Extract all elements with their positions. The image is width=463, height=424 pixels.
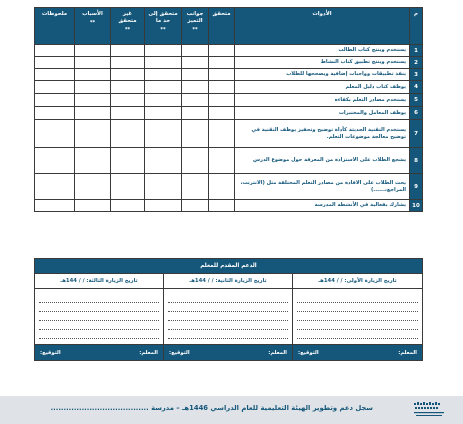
header-tools: الأدوات bbox=[235, 8, 410, 45]
excellence-cell[interactable] bbox=[182, 148, 209, 174]
tool-text: ينفذ تطبيقات وواجبات إضافية ويصححها للطلاب bbox=[235, 69, 410, 81]
excellence-cell[interactable] bbox=[182, 94, 209, 107]
tool-text: يستخدم وينتج كتاب الطالب bbox=[235, 45, 410, 57]
tools-table-body bbox=[35, 45, 423, 212]
achieved-cell[interactable] bbox=[209, 69, 235, 81]
not-achieved-cell[interactable] bbox=[111, 174, 145, 200]
reasons-cell[interactable] bbox=[75, 69, 111, 81]
tool-text: يشجع الطلاب على الاستزادة من المعرفة حول موضوع الدرس bbox=[235, 148, 410, 174]
tool-row bbox=[35, 174, 423, 200]
row-number: 9 bbox=[410, 174, 423, 200]
partially-achieved-cell[interactable] bbox=[145, 94, 182, 107]
not-achieved-cell[interactable] bbox=[111, 45, 145, 57]
row-number: 4 bbox=[410, 81, 423, 94]
achieved-cell[interactable] bbox=[209, 94, 235, 107]
tool-row bbox=[35, 148, 423, 174]
row-number: 8 bbox=[410, 148, 423, 174]
tool-text: يشارك بفعالية في الأنشطة المدرسة bbox=[235, 200, 410, 212]
reasons-cell[interactable] bbox=[75, 120, 111, 148]
partially-achieved-cell[interactable] bbox=[145, 148, 182, 174]
signature-label: التوقيع: bbox=[40, 349, 61, 356]
achieved-cell[interactable] bbox=[209, 200, 235, 212]
partially-achieved-cell[interactable] bbox=[145, 69, 182, 81]
row-number: 5 bbox=[410, 94, 423, 107]
excellence-cell[interactable] bbox=[182, 200, 209, 212]
tools-table bbox=[34, 7, 423, 212]
tool-row bbox=[35, 107, 423, 120]
notes-cell[interactable] bbox=[35, 200, 75, 212]
row-number: 7 bbox=[410, 120, 423, 148]
notes-cell[interactable] bbox=[35, 148, 75, 174]
achieved-cell[interactable] bbox=[209, 120, 235, 148]
not-achieved-cell[interactable] bbox=[111, 69, 145, 81]
visit-1-notes[interactable] bbox=[293, 289, 423, 345]
partially-achieved-cell[interactable] bbox=[145, 120, 182, 148]
tool-text: يستخدم وينتج تطبيق كتاب النشاط bbox=[235, 57, 410, 69]
tool-row bbox=[35, 45, 423, 57]
achieved-cell[interactable] bbox=[209, 81, 235, 94]
header-excellence: جوانب التميز ** bbox=[182, 8, 209, 45]
teacher-label: المعلم: bbox=[139, 349, 158, 356]
reasons-cell[interactable] bbox=[75, 81, 111, 94]
tool-text: يستخدم مصادر التعلم بكفاءة bbox=[235, 94, 410, 107]
notes-cell[interactable] bbox=[35, 120, 75, 148]
tool-text: يوظف كتاب دليل المعلم bbox=[235, 81, 410, 94]
row-number: 10 bbox=[410, 200, 423, 212]
visit-3-date[interactable]: تاريخ الزيارة الثالثة: / / 144هـ bbox=[35, 274, 164, 289]
support-title: الدعم المقدم للمعلم bbox=[35, 259, 423, 274]
achieved-cell[interactable] bbox=[209, 57, 235, 69]
ministry-of-education-logo bbox=[412, 400, 446, 420]
reasons-cell[interactable] bbox=[75, 200, 111, 212]
support-table bbox=[34, 258, 423, 361]
header-number: م bbox=[410, 8, 423, 45]
excellence-cell[interactable] bbox=[182, 174, 209, 200]
reasons-cell[interactable] bbox=[75, 45, 111, 57]
partially-achieved-cell[interactable] bbox=[145, 57, 182, 69]
row-number: 2 bbox=[410, 57, 423, 69]
row-number: 1 bbox=[410, 45, 423, 57]
excellence-cell[interactable] bbox=[182, 81, 209, 94]
not-achieved-cell[interactable] bbox=[111, 57, 145, 69]
visit-3-notes[interactable] bbox=[35, 289, 164, 345]
notes-cell[interactable] bbox=[35, 94, 75, 107]
teacher-label: المعلم: bbox=[398, 349, 417, 356]
partially-achieved-cell[interactable] bbox=[145, 174, 182, 200]
footer-bar bbox=[0, 396, 463, 424]
header-partially-achieved: متحقق إلى حد ما ** bbox=[145, 8, 182, 45]
visit-2-signature-row[interactable] bbox=[164, 345, 293, 361]
reasons-cell[interactable] bbox=[75, 148, 111, 174]
reasons-cell[interactable] bbox=[75, 57, 111, 69]
excellence-cell[interactable] bbox=[182, 69, 209, 81]
excellence-cell[interactable] bbox=[182, 107, 209, 120]
partially-achieved-cell[interactable] bbox=[145, 107, 182, 120]
tools-table-header bbox=[35, 8, 423, 45]
teacher-label: المعلم: bbox=[268, 349, 287, 356]
achieved-cell[interactable] bbox=[209, 174, 235, 200]
notes-cell[interactable] bbox=[35, 81, 75, 94]
signature-label: التوقيع: bbox=[169, 349, 190, 356]
row-number: 6 bbox=[410, 107, 423, 120]
tool-row bbox=[35, 94, 423, 107]
tool-row bbox=[35, 120, 423, 148]
row-number: 3 bbox=[410, 69, 423, 81]
partially-achieved-cell[interactable] bbox=[145, 81, 182, 94]
not-achieved-cell[interactable] bbox=[111, 94, 145, 107]
achieved-cell[interactable] bbox=[209, 148, 235, 174]
visit-1-signature-row[interactable] bbox=[293, 345, 423, 361]
visit-2-date[interactable]: تاريخ الزيارة الثانية: / / 144هـ bbox=[164, 274, 293, 289]
notes-cell[interactable] bbox=[35, 107, 75, 120]
partially-achieved-cell[interactable] bbox=[145, 200, 182, 212]
tool-text: يستخدم التقنية الحديثة كأداة توضيح وتحفيز يوظف التقنية في توضيح معالجة موضوعات التعلم. bbox=[235, 120, 410, 148]
reasons-cell[interactable] bbox=[75, 107, 111, 120]
tool-row bbox=[35, 81, 423, 94]
header-notes: ملحوظات bbox=[35, 8, 75, 45]
notes-cell[interactable] bbox=[35, 45, 75, 57]
excellence-cell[interactable] bbox=[182, 57, 209, 69]
achieved-cell[interactable] bbox=[209, 45, 235, 57]
partially-achieved-cell[interactable] bbox=[145, 45, 182, 57]
tool-text: يحث الطلاب على الافادة من مصادر التعلم المختلفة مثل (الانترنت، المراجع،......) bbox=[235, 174, 410, 200]
excellence-cell[interactable] bbox=[182, 120, 209, 148]
visit-2-notes[interactable] bbox=[164, 289, 293, 345]
notes-cell[interactable] bbox=[35, 174, 75, 200]
header-achieved: متحقق bbox=[209, 8, 235, 45]
tool-row bbox=[35, 57, 423, 69]
not-achieved-cell[interactable] bbox=[111, 81, 145, 94]
notes-cell[interactable] bbox=[35, 57, 75, 69]
not-achieved-cell[interactable] bbox=[111, 148, 145, 174]
reasons-cell[interactable] bbox=[75, 174, 111, 200]
notes-cell[interactable] bbox=[35, 69, 75, 81]
tool-row bbox=[35, 69, 423, 81]
tool-text: يوظف المعامل والمختبرات bbox=[235, 107, 410, 120]
visit-3-signature-row[interactable] bbox=[35, 345, 164, 361]
not-achieved-cell[interactable] bbox=[111, 200, 145, 212]
tool-row bbox=[35, 200, 423, 212]
not-achieved-cell[interactable] bbox=[111, 107, 145, 120]
footer-title: سجل دعم وتطوير الهيئة التعليمية للعام الدراسي 1446هـ – مدرسة ...................................... bbox=[50, 404, 373, 412]
visit-1-date[interactable]: تاريخ الزيارة الأولى: / / 144هـ bbox=[293, 274, 423, 289]
reasons-cell[interactable] bbox=[75, 94, 111, 107]
header-reasons: الأسباب ** bbox=[75, 8, 111, 45]
header-not-achieved: غير متحقق ** bbox=[111, 8, 145, 45]
achieved-cell[interactable] bbox=[209, 107, 235, 120]
excellence-cell[interactable] bbox=[182, 45, 209, 57]
signature-label: التوقيع: bbox=[298, 349, 319, 356]
not-achieved-cell[interactable] bbox=[111, 120, 145, 148]
